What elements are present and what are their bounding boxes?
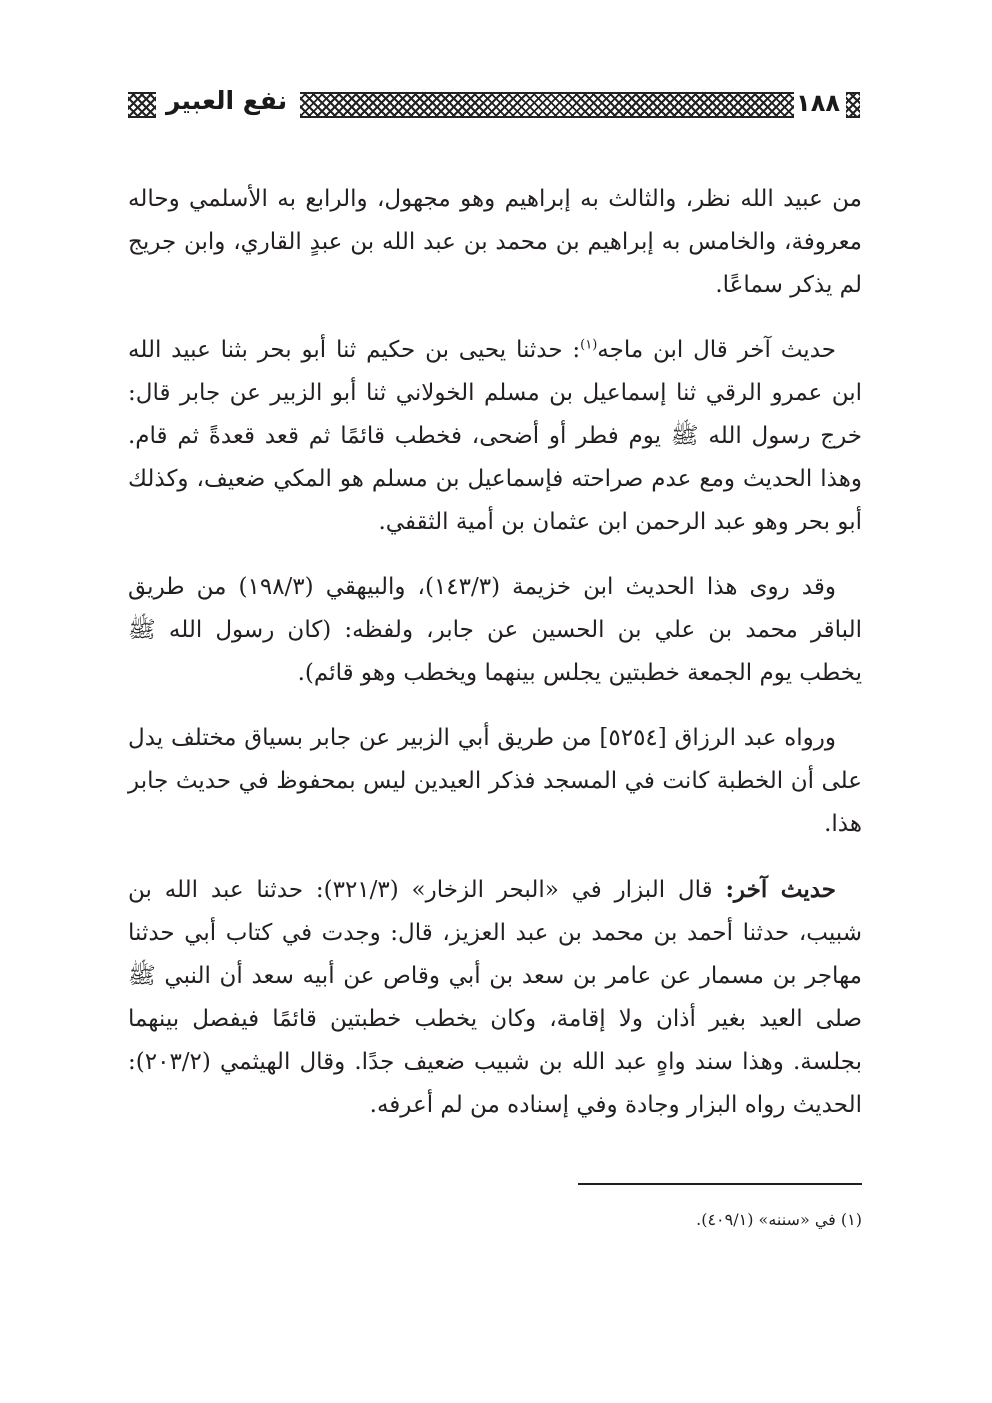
paragraph: [128, 717, 862, 846]
main-text: [128, 178, 862, 1149]
arabesque-pattern-icon: [846, 92, 860, 118]
paragraph-text: قال البزار في «البحر الزخار» (٣٢١/٣): حدثنا عبد الله بن شبيب، حدثنا أحمد بن محمد بن عبد العزيز، قال: وجدت في كتاب أبي حدثنا مهاجر بن مسمار عن عامر بن سعد بن أبي وقاص عن أبيه سعد أن النبي ﷺ صلى العيد بغير أذان ولا إقامة، وكان يخطب خطبتين قائمًا فيفصل بينهما بجلسة. وهذا سند واهٍ عبد الله بن شبيب ضعيف جدًا. وقال الهيثمي (٢٠٣/٢): الحديث رواه البزار وجادة وفي إسناده من لم أعرفه.: [128, 877, 862, 1118]
page-number: ١٨٨: [796, 89, 840, 117]
footnote-reference[interactable]: (١): [580, 337, 598, 353]
arabesque-pattern-icon: [300, 92, 794, 118]
paragraph: [128, 178, 862, 307]
book-title: نفع العبير: [166, 86, 288, 115]
section-lead: حديث آخر:: [725, 876, 837, 903]
paragraph-text: من عبيد الله نظر، والثالث به إبراهيم وهو مجهول، والرابع به الأسلمي وحاله معروفة، والخامس به إبراهيم بن محمد بن عبد الله بن عبدٍ القاري، وابن جريج لم يذكر سماعًا.: [128, 186, 862, 298]
paragraph-text: : حدثنا يحيى بن حكيم ثنا أبو بحر بثنا عبيد الله ابن عمرو الرقي ثنا إسماعيل بن مسلم الخولاني ثنا أبو الزبير عن جابر قال: خرج رسول الله ﷺ يوم فطر أو أضحى، فخطب قائمًا ثم قعد قعدةً ثم قام. وهذا الحديث ومع عدم صراحته فإسماعيل بن مسلم هو المكي ضعيف، وكذلك أبو بحر وهو عبد الرحمن ابن عثمان بن أمية الثقفي.: [128, 337, 862, 535]
paragraph: [128, 329, 862, 544]
footnote-divider: [578, 1183, 862, 1185]
arabesque-pattern-icon: [128, 92, 156, 118]
paragraph: [128, 566, 862, 695]
paragraph-text: ورواه عبد الرزاق [٥٢٥٤] من طريق أبي الزبير عن جابر بسياق مختلف يدل على أن الخطبة كانت في المسجد فذكر العيدين ليس بمحفوظ في حديث جابر هذا.: [128, 725, 862, 837]
footnote: (١) في «سننه» (٤٠٩/١).: [696, 1210, 862, 1229]
paragraph: [128, 868, 862, 1127]
paragraph-text: وقد روى هذا الحديث ابن خزيمة (١٤٣/٣)، والبيهقي (١٩٨/٣) من طريق الباقر محمد بن علي بن الحسين عن جابر، ولفظه: (كان رسول الله ﷺ يخطب يوم الجمعة خطبتين يجلس بينهما ويخطب وهو قائم).: [128, 574, 862, 686]
running-header: [128, 86, 860, 120]
paragraph-text: حديث آخر قال ابن ماجه: [597, 337, 836, 363]
